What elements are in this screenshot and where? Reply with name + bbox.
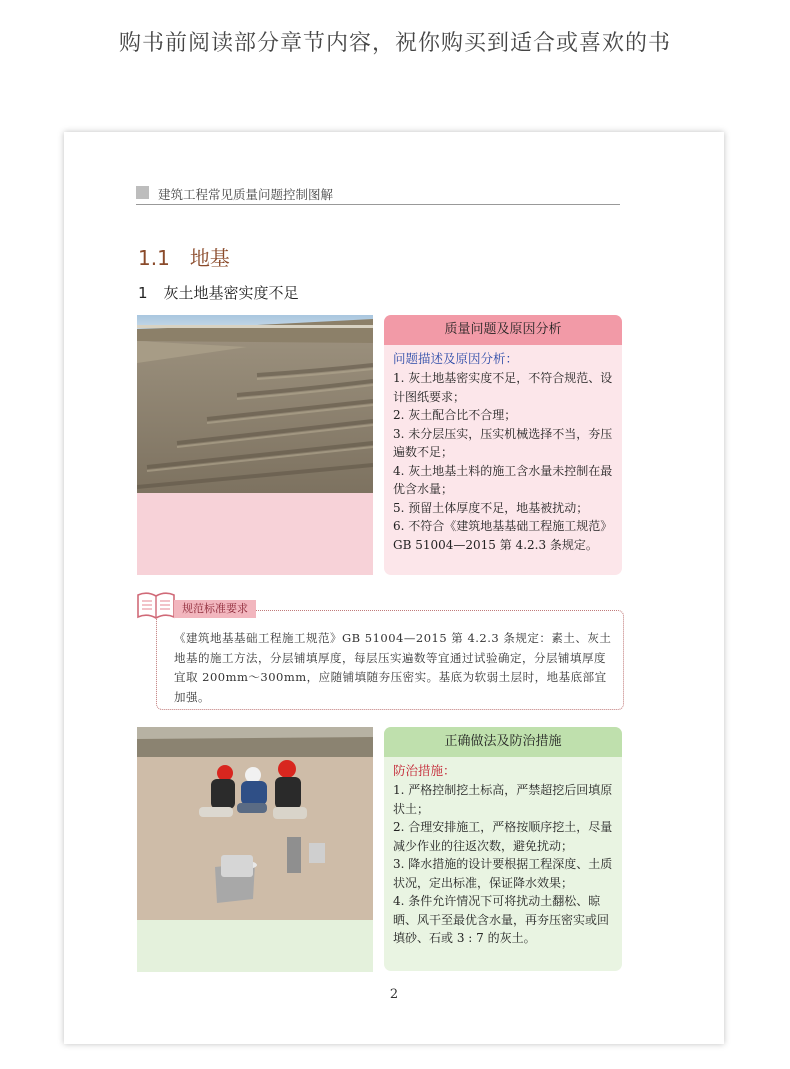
standard-requirement-text: 《建筑地基基础工程施工规范》GB 51004—2015 第 4.2.3 条规定：素土、灰土地基的施工方法，分层铺填厚度，每层压实遍数等宜通过试验确定，分层铺填厚度宜取 200mm～300mm，应随铺填随夯压密实。基底为软弱土层时，地基底部宜加强。 [174,631,612,704]
list-item: 3. 未分层压实，压实机械选择不当，夯压遍数不足； [393,426,613,459]
quality-analysis-header: 质量问题及原因分析 [384,315,622,345]
quality-analysis-list [384,369,622,554]
field-test-photo [137,727,373,920]
subsection-title [138,282,299,303]
list-item: 1. 灰土地基密实度不足，不符合规范、设计图纸要求； [393,371,613,404]
foundation-ground-photo [137,315,373,493]
section-name: 地基 [189,246,230,270]
list-item: 4. 灰土地基土料的施工含水量未控制在最优含水量； [393,463,613,496]
book-page [64,132,724,1044]
page-number: 2 [389,987,399,1002]
section-number: 1.1 [138,246,170,270]
remedy-measures-lead: 防治措施： [393,763,456,778]
list-item: 5. 预留土体厚度不足，地基被扰动； [393,500,589,515]
standard-requirement-label: 规范标准要求 [174,600,256,618]
photo-caption-panel [137,920,373,972]
photo-caption-panel [137,493,373,575]
list-item: 4. 条件允许情况下可将扰动土翻松、晾晒、风干至最优含水量，再夯压密实或回填砂、石或 3 : 7 的灰土。 [393,894,610,945]
subsection-name: 灰土地基密实度不足 [163,284,299,302]
list-item: 1. 严格控制挖土标高，严禁超挖后回填原状土； [393,783,613,816]
section-title [138,242,230,271]
open-book-icon [136,591,176,621]
remedy-measures-list [384,781,622,948]
list-item: 6. 不符合《建筑地基基础工程施工规范》GB 51004—2015 第 4.2.3 条规定。 [393,519,613,552]
running-head [136,184,620,205]
quality-analysis-box [384,315,622,575]
remedy-measures-header: 正确做法及防治措施 [384,727,622,757]
list-item: 3. 降水措施的设计要根据工程深度、土质状况，定出标准，保证降水效果； [393,857,613,890]
subsection-number: 1 [138,284,148,302]
list-item: 2. 合理安排施工，严格按顺序挖土，尽量减少作业的往返次数，避免扰动； [393,820,613,853]
quality-analysis-lead: 问题描述及原因分析： [393,351,519,366]
remedy-measures-box [384,727,622,971]
list-item: 2. 灰土配合比不合理； [393,408,517,422]
running-head-title: 建筑工程常见质量问题控制图解 [158,187,334,202]
banner-text: 购书前阅读部分章节内容，祝你购买到适合或喜欢的书 [118,31,671,56]
running-head-marker [136,186,149,199]
